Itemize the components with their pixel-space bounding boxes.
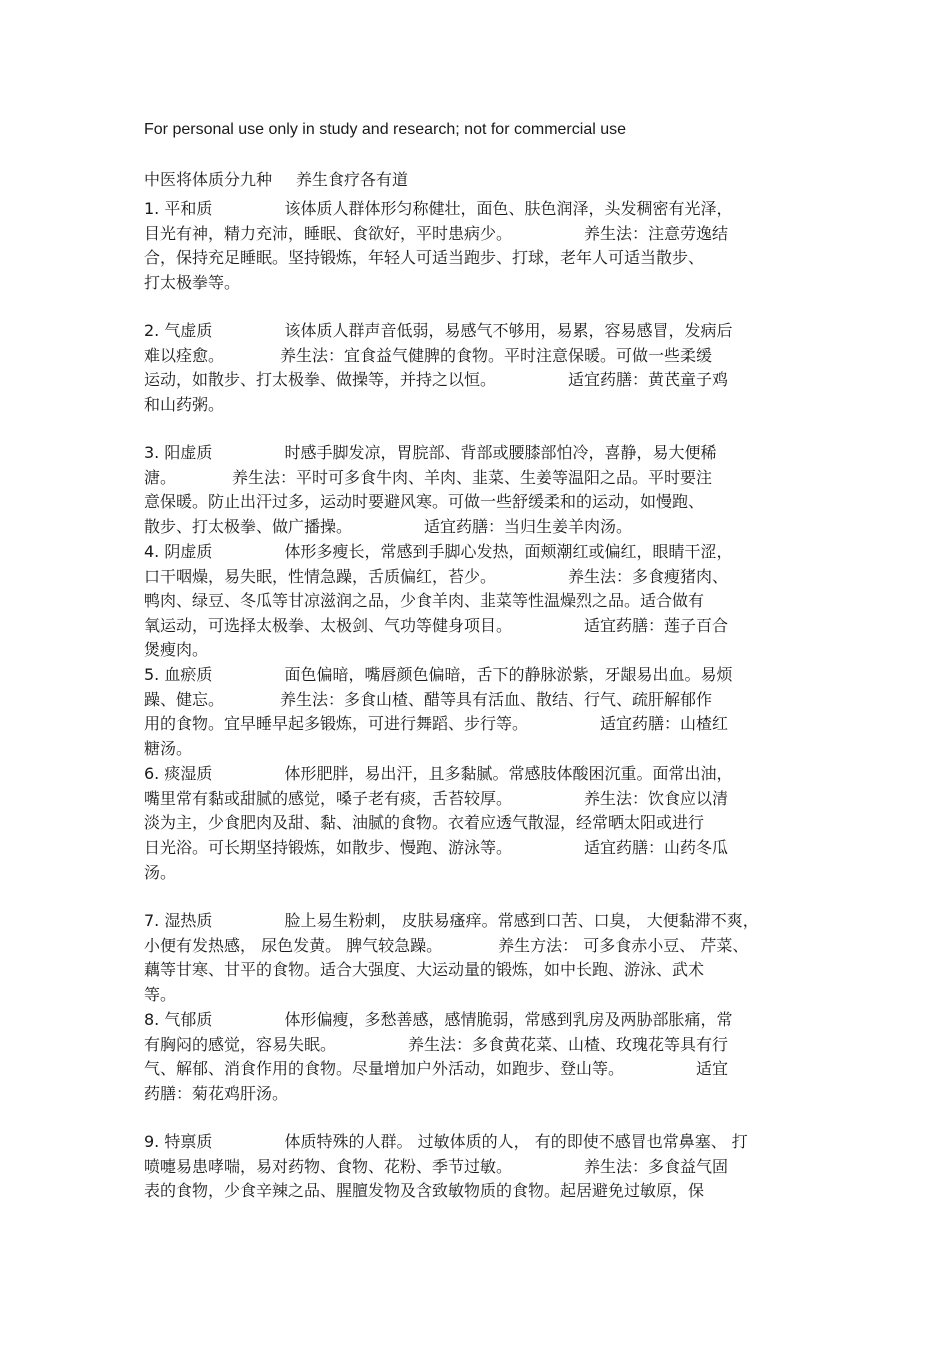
section-7-line-3: 藕等甘寒、甘平的食物。适合大强度、大运动量的锻炼，如中长跑、游泳、武术 (144, 960, 705, 979)
section-heading: 3. 阳虚质 (144, 443, 213, 462)
section-3-line-4: 散步、打太极拳、做广播操。 适宜药膳：当归生姜羊肉汤。 (144, 517, 633, 536)
section-text: 体形偏瘦，多愁善感，感情脆弱，常感到乳房及两胁部胀痛，常 (284, 1010, 733, 1029)
section-text: 该体质人群体形匀称健壮，面色、肤色润泽，头发稠密有光泽， (284, 199, 733, 218)
section-2-line-4: 和山药粥。 (144, 395, 225, 414)
section-9-first-line (144, 1132, 748, 1152)
section-heading: 8. 气郁质 (144, 1010, 213, 1029)
title-part-1: 中医将体质分九种 (144, 170, 273, 189)
section-8-line-4: 药膳：菊花鸡肝汤。 (144, 1084, 289, 1103)
section-heading: 4. 阴虚质 (144, 542, 213, 561)
section-6-first-line (144, 764, 733, 784)
section-8-line-3: 气、解郁、消食作用的食物。尽量增加户外活动，如跑步、登山等。 适宜 (144, 1059, 729, 1078)
section-5-first-line (144, 665, 733, 685)
section-4-line-2: 口干咽燥，易失眠，性情急躁，舌质偏红，苔少。 养生法：多食瘦猪肉、 (144, 567, 729, 586)
section-text: 时感手脚发凉，胃脘部、背部或腰膝部怕冷，喜静，易大便稀 (284, 443, 717, 462)
section-4-line-5: 煲瘦肉。 (144, 640, 209, 659)
section-text: 面色偏暗，嘴唇颜色偏暗，舌下的静脉淤紫，牙龈易出血。易烦 (284, 665, 733, 684)
section-8-line-2: 有胸闷的感觉，容易失眠。 养生法：多食黄花菜、山楂、玫瑰花等具有行 (144, 1035, 729, 1054)
section-4-line-3: 鸭肉、绿豆、冬瓜等甘凉滋润之品，少食羊肉、韭菜等性温燥烈之品。适合做有 (144, 591, 705, 610)
section-6-line-4: 日光浴。可长期坚持锻炼，如散步、慢跑、游泳等。 适宜药膳：山药冬瓜 (144, 838, 729, 857)
section-9-line-2: 喷嚏易患哮喘，易对药物、食物、花粉、季节过敏。 养生法：多食益气固 (144, 1157, 729, 1176)
section-heading: 2. 气虚质 (144, 321, 213, 340)
section-4-first-line (144, 542, 733, 562)
section-6-line-5: 汤。 (144, 863, 177, 882)
section-heading: 1. 平和质 (144, 199, 213, 218)
section-text: 体形肥胖，易出汗，且多黏腻。常感肢体酸困沉重。面常出油， (284, 764, 733, 783)
section-2-first-line (144, 321, 733, 341)
section-5-line-2: 躁、健忘。 养生法：多食山楂、醋等具有活血、散结、行气、疏肝解郁作 (144, 690, 713, 709)
section-heading: 7. 湿热质 (144, 911, 213, 930)
section-5-line-3: 用的食物。宜早睡早起多锻炼，可进行舞蹈、步行等。 适宜药膳：山楂红 (144, 714, 729, 733)
section-7-line-2: 小便有发热感， 尿色发黄。 脾气较急躁。 养生方法： 可多食赤小豆、 芹菜、 (144, 936, 749, 955)
section-4-line-4: 氧运动，可选择太极拳、太极剑、气功等健身项目。 适宜药膳：莲子百合 (144, 616, 729, 635)
section-3-first-line (144, 443, 717, 463)
section-heading: 6. 痰湿质 (144, 764, 213, 783)
section-6-line-3: 淡为主，少食肥肉及甜、黏、油腻的食物。衣着应透气散湿，经常晒太阳或进行 (144, 813, 705, 832)
section-text: 体形多瘦长，常感到手脚心发热，面颊潮红或偏红，眼睛干涩， (284, 542, 733, 561)
title-part-2: 养生食疗各有道 (296, 170, 409, 189)
section-1-first-line (144, 199, 733, 219)
section-5-line-4: 糖汤。 (144, 739, 193, 758)
document-title (144, 170, 408, 190)
section-2-line-2: 难以痊愈。 养生法：宜食益气健脾的食物。平时注意保暖。可做一些柔缓 (144, 346, 713, 365)
section-1-line-3: 合，保持充足睡眠。坚持锻炼，年轻人可适当跑步、打球，老年人可适当散步、 (144, 248, 705, 267)
section-7-line-4: 等。 (144, 985, 177, 1004)
disclaimer-text: For personal use only in study and research; not for commercial use (144, 121, 627, 138)
section-heading: 5. 血瘀质 (144, 665, 213, 684)
section-3-line-2: 溏。 养生法：平时可多食牛肉、羊肉、韭菜、生姜等温阳之品。平时要注 (144, 468, 713, 487)
section-7-first-line (144, 911, 759, 931)
section-heading: 9. 特禀质 (144, 1132, 213, 1151)
section-text: 脸上易生粉刺， 皮肤易瘙痒。常感到口苦、口臭， 大便黏滞不爽， (284, 911, 759, 930)
section-2-line-3: 运动，如散步、打太极拳、做操等，并持之以恒。 适宜药膳：黄芪童子鸡 (144, 370, 729, 389)
section-1-line-4: 打太极拳等。 (144, 273, 241, 292)
section-3-line-3: 意保暖。防止出汗过多，运动时要避风寒。可做一些舒缓柔和的运动，如慢跑、 (144, 492, 705, 511)
section-6-line-2: 嘴里常有黏或甜腻的感觉，嗓子老有痰，舌苔较厚。 养生法：饮食应以清 (144, 789, 729, 808)
section-1-line-2: 目光有神，精力充沛，睡眠、食欲好，平时患病少。 养生法：注意劳逸结 (144, 224, 729, 243)
section-text: 该体质人群声音低弱，易感气不够用，易累，容易感冒，发病后 (284, 321, 733, 340)
section-text: 体质特殊的人群。 过敏体质的人， 有的即使不感冒也常鼻塞、 打 (284, 1132, 748, 1151)
section-9-line-3: 表的食物，少食辛辣之品、腥膻发物及含致敏物质的食物。起居避免过敏原，保 (144, 1181, 705, 1200)
section-8-first-line (144, 1010, 733, 1030)
